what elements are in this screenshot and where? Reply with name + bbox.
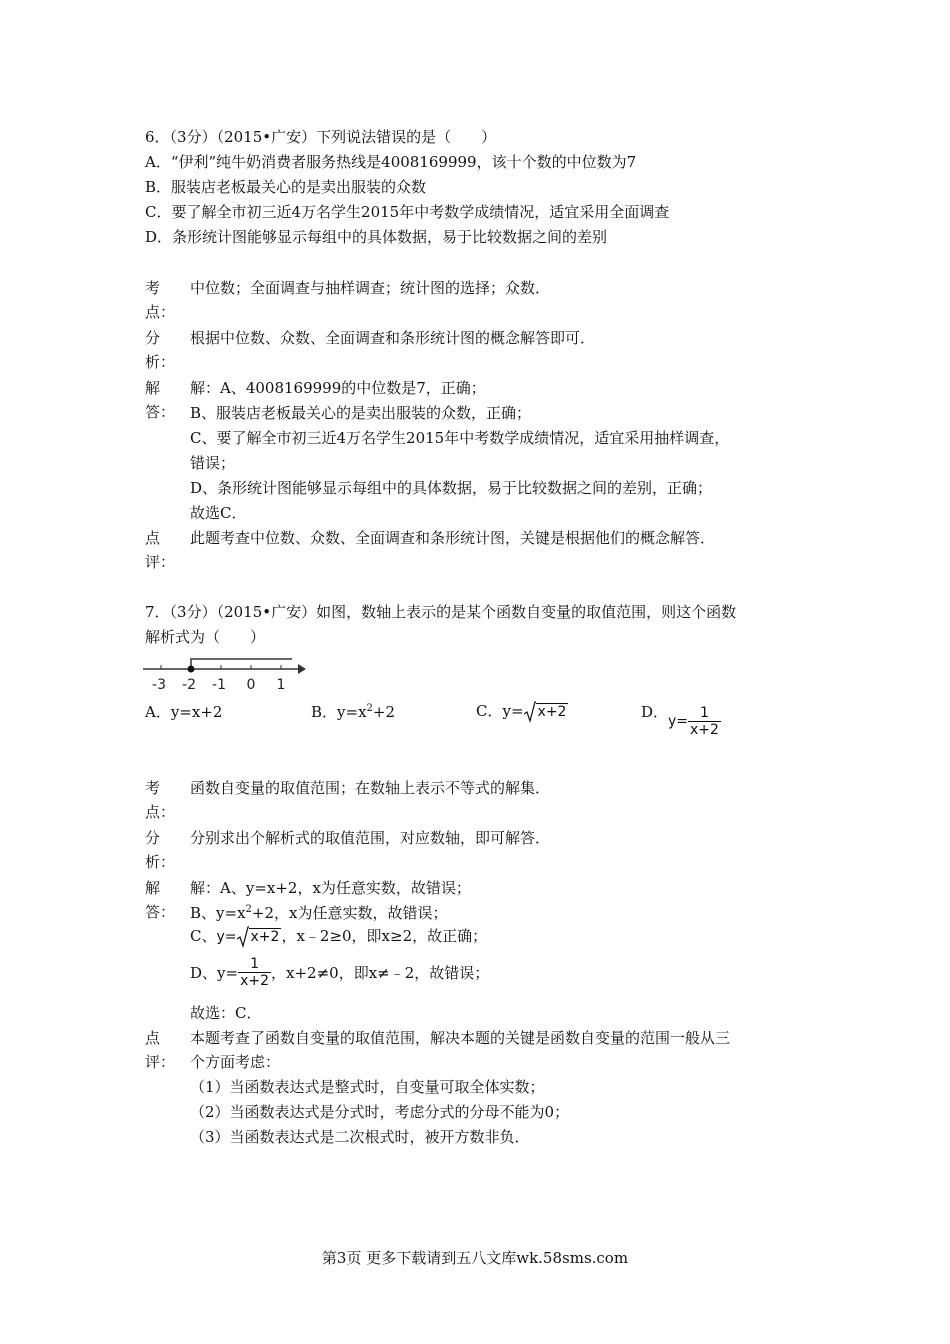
q6-jieda-line: D、条形统计图能够显示每组中的具体数据，易于比较数据之间的差别，正确； — [190, 479, 713, 497]
solution-endpoint — [188, 666, 195, 673]
number-line-figure — [140, 655, 310, 695]
q7-jieda-label: 解 答： — [145, 879, 176, 921]
q7-dianping-line: （3）当函数表达式是二次根式时，被开方数非负． — [190, 1128, 530, 1146]
q7-fenxi-label: 分 析： — [145, 829, 176, 871]
page-footer: 第3页 更多下载请到五八文库wk.58sms.com — [321, 1249, 629, 1267]
q6-jieda-line: 错误； — [190, 454, 236, 472]
q7-fenxi: 分别求出个解析式的取值范围，对应数轴，即可解答． — [190, 829, 551, 847]
q6-fenxi-label: 分 析： — [145, 329, 176, 371]
number-line-tick-label: -3 — [152, 677, 166, 693]
q6-jieda-line: 故选C． — [190, 504, 247, 522]
q6-fenxi: 根据中位数、众数、全面调查和条形统计图的概念解答即可． — [190, 329, 596, 347]
q7-dianping-line: 个方面考虑： — [190, 1053, 281, 1071]
q7-dianping-line: （1）当函数表达式是整式时，自变量可取全体实数； — [190, 1078, 545, 1096]
q7-dianping-line: 本题考查了函数自变量的取值范围，解决本题的关键是函数自变量的范围一般从三 — [190, 1029, 731, 1047]
fraction: $\frac{1}{x+2}$ — [690, 705, 719, 738]
fraction: $\frac{1}{x+2}$ — [240, 956, 270, 989]
q7-kaodian: 函数自变量的取值范围；在数轴上表示不等式的解集． — [190, 779, 551, 797]
number-line-arrow — [298, 664, 306, 674]
q6-dianping-label: 点 评： — [145, 529, 176, 571]
q6-stem: 6．（3分）（2015•广安）下列说法错误的是（ ） — [145, 128, 497, 146]
q7-jieda-end: 故选：C． — [190, 1004, 262, 1022]
q6-jieda-label: 解 答： — [145, 379, 176, 421]
q6-jieda-line: 解：A、4008169999的中位数是7，正确； — [190, 379, 486, 397]
q6-dianping: 此题考查中位数、众数、全面调查和条形统计图，关键是根据他们的概念解答． — [190, 529, 716, 547]
q7-stem-line2: 解析式为（ ） — [145, 628, 266, 646]
q7-jieda-b: B、$y=x^2+2$，x为任意实数，故错误； — [190, 904, 448, 922]
q7-option-d: y= $\frac{1}{x+2}$ — [668, 705, 719, 738]
q7-jieda-c: C、y= x+2 ，x﹣2≥0，即x≥2，故正确； — [190, 926, 487, 948]
q7-kaodian-label: 考 点： — [145, 779, 176, 821]
number-line-tick-label: 1 — [276, 677, 286, 693]
q7-dianping-line: （2）当函数表达式是分式时，考虑分式的分母不能为0； — [190, 1103, 570, 1121]
q6-option-c: C．要了解全市初三近4万名学生2015年中考数学成绩情况，适宜采用全面调查 — [145, 203, 670, 221]
q6-kaodian: 中位数；全面调查与抽样调查；统计图的选择；众数． — [190, 279, 551, 297]
number-line-tick-label: -1 — [212, 677, 226, 693]
q7-stem-line1: 7．（3分）（2015•广安）如图，数轴上表示的是某个函数自变量的取值范围，则这个函数 — [145, 603, 737, 621]
q6-jieda-line: C、要了解全市初三近4万名学生2015年中考数学成绩情况，适宜采用抽样调查， — [190, 429, 730, 447]
solution-ray — [191, 659, 292, 669]
q7-option-c: C．y= x+2 — [476, 701, 568, 723]
q6-option-b: B．服装店老板最关心的是卖出服装的众数 — [145, 178, 427, 196]
q6-jieda-line: B、服装店老板最关心的是卖出服装的众数，正确； — [190, 404, 532, 422]
q6-option-a: A．“伊利”纯牛奶消费者服务热线是4008169999，该十个数的中位数为7 — [145, 153, 637, 171]
sqrt-expression: x+2 — [237, 926, 282, 948]
q6-kaodian-label: 考 点： — [145, 279, 176, 321]
q7-option-a: A．y=x+2 — [145, 703, 223, 721]
number-line-tick-label: -2 — [182, 677, 196, 693]
sqrt-expression: x+2 — [524, 701, 569, 723]
q7-option-d-letter: D． — [641, 703, 669, 721]
q6-option-d: D．条形统计图能够显示每组中的具体数据，易于比较数据之间的差别 — [145, 228, 608, 246]
number-line-tick-label: 0 — [246, 677, 256, 693]
q7-jieda-d: D、y= $\frac{1}{x+2}$ ，x+2≠0，即x≠﹣2，故错误； — [190, 956, 490, 989]
q7-jieda-a: 解：A、y=x+2，x为任意实数，故错误； — [190, 879, 471, 897]
q7-dianping-label: 点 评： — [145, 1029, 176, 1071]
q7-option-b: B．$y=x^2+2$ — [311, 703, 396, 721]
